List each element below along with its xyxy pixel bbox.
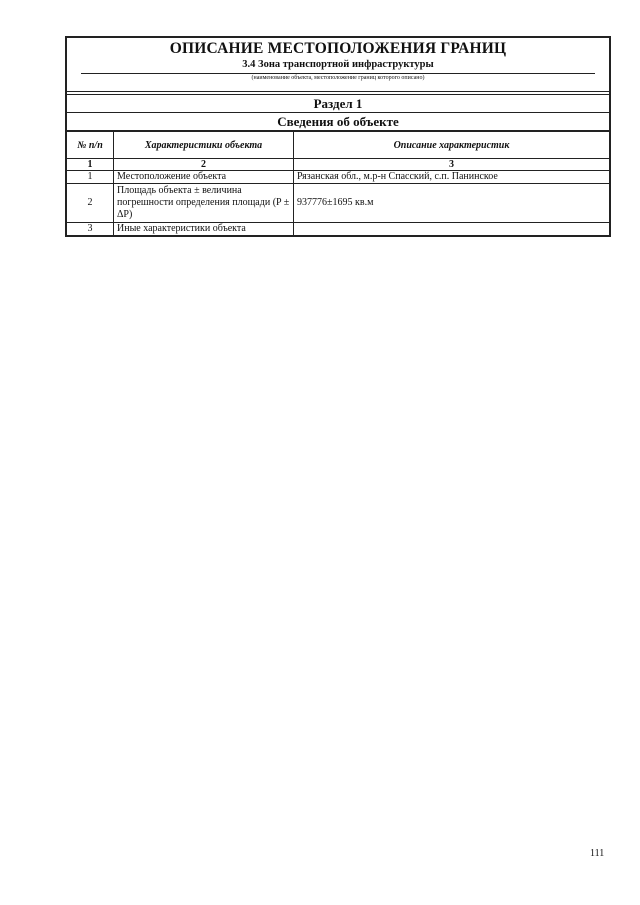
- column-index: 2: [114, 159, 294, 171]
- document-title: ОПИСАНИЕ МЕСТОПОЛОЖЕНИЯ ГРАНИЦ: [169, 40, 507, 57]
- object-info-table: [67, 131, 609, 235]
- column-index: 3: [294, 159, 610, 171]
- column-index: 1: [67, 159, 114, 171]
- row-number: 3: [67, 223, 114, 236]
- column-header-characteristic: Характеристики объекта: [114, 132, 294, 159]
- row-characteristic: Местоположение объекта: [114, 171, 294, 184]
- column-header-description: Описание характеристик: [294, 132, 610, 159]
- row-description: Рязанская обл., м.р-н Спасский, с.п. Панинское: [294, 171, 610, 184]
- table-row: [67, 223, 609, 236]
- section-title: Раздел 1: [67, 94, 609, 113]
- row-description: [294, 223, 610, 236]
- object-name-caption: (наименование объекта, местоположение границ которого описано): [251, 75, 425, 81]
- section-subtitle: Сведения об объекте: [67, 113, 609, 131]
- document-sheet: [65, 36, 611, 237]
- object-name: 3.4 Зона транспортной инфраструктуры: [242, 59, 434, 70]
- page-number: 111: [590, 848, 605, 859]
- row-number: 1: [67, 171, 114, 184]
- row-description: 937776±1695 кв.м: [294, 184, 610, 223]
- row-characteristic: Иные характеристики объекта: [114, 223, 294, 236]
- row-characteristic: Площадь объекта ± величина погрешности определения площади (P ± ΔP): [114, 184, 294, 223]
- table-row: [67, 171, 609, 184]
- table-index-row: [67, 159, 609, 171]
- table-header-row: [67, 132, 609, 159]
- table-row: [67, 184, 609, 223]
- document-header: [67, 38, 609, 92]
- column-header-num: № п/п: [67, 132, 114, 159]
- row-number: 2: [67, 184, 114, 223]
